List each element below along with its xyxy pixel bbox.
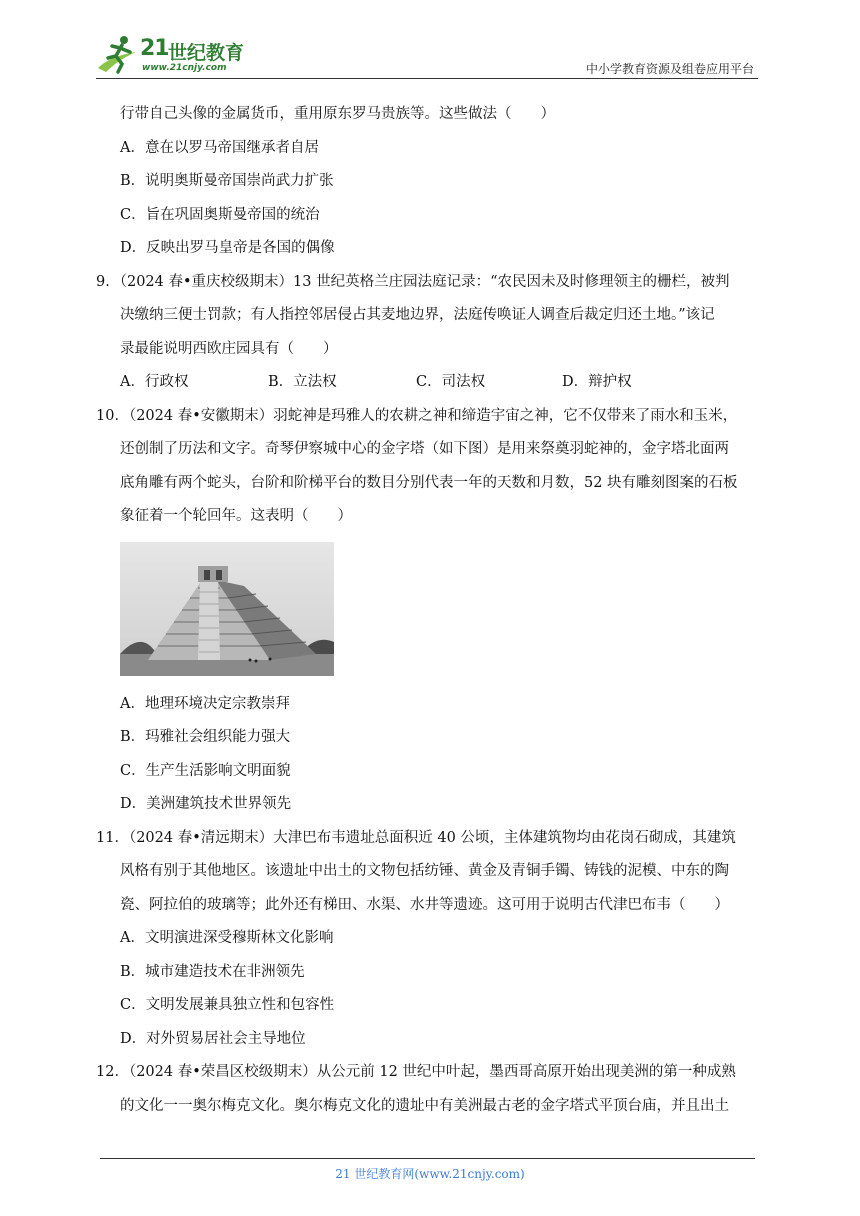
q10-option-d: D．美洲建筑技术世界领先: [120, 796, 292, 812]
q9-option-d: D．辩护权: [562, 374, 632, 390]
q10-stem-line1: 10．（2024 春•安徽期末）羽蛇神是玛雅人的农耕之神和缔造宇宙之神，它不仅带来了雨水和玉米，: [96, 407, 738, 424]
q10-option-b: B．玛雅社会组织能力强大: [120, 729, 291, 745]
q8-option-a: A．意在以罗马帝国继承者自居: [120, 139, 319, 156]
q9-stem-line2: 决缴纳三便士罚款；有人指控邻居侵占其麦地边界，法庭传唤证人调查后裁定归还土地。”该记: [120, 307, 715, 323]
logo-title: 世纪教育: [168, 42, 245, 64]
platform-name: 中小学教育资源及组卷应用平台: [585, 62, 754, 76]
footer-divider: [100, 1158, 755, 1159]
q11-stem-line2: 风格有别于其他地区。该遗址中出土的文物包括纺锤、黄金及青铜手镯、铸钱的泥模、中东的陶: [120, 863, 729, 879]
site-logo: [96, 30, 266, 78]
q9-option-a: A．行政权: [120, 374, 189, 390]
q8-option-d: D．反映出罗马皇帝是各国的偶像: [120, 240, 335, 256]
q9-option-c: C．司法权: [416, 374, 486, 390]
q12-stem-line1: 12．（2024 春•荣昌区校级期末）从公元前 12 世纪中叶起，墨西哥高原开始出现美洲的第一种成熟: [96, 1064, 736, 1080]
q11-option-c: C．文明发展兼具独立性和包容性: [120, 997, 335, 1013]
q11-option-a: A．文明演进深受穆斯林文化影响: [120, 930, 334, 946]
q12-stem-line2: 的文化一一奥尔梅克文化。奥尔梅克文化的遗址中有美洲最古老的金字塔式平顶台庙，并且出土: [120, 1097, 729, 1114]
header-divider: [96, 78, 758, 79]
q10-option-a: A．地理环境决定宗教崇拜: [120, 695, 290, 712]
q11-option-d: D．对外贸易居社会主导地位: [120, 1030, 306, 1047]
q8-continuation: 行带自己头像的金属货币，重用原东罗马贵族等。这些做法（ ）: [120, 106, 555, 122]
page-header: [96, 28, 756, 80]
q10-stem-line4: 象征着一个轮回年。这表明（ ）: [120, 508, 352, 524]
footer-link[interactable]: 21 世纪教育网(www.21cnjy.com): [335, 1167, 525, 1181]
q9-stem-line1: 9．（2024 春•重庆校级期末）13 世纪英格兰庄园法庭记录：“农民因未及时修理领主的栅栏，被判: [96, 273, 730, 290]
q11-option-b: B．城市建造技术在非洲领先: [120, 963, 305, 980]
runner-icon: [96, 34, 140, 74]
q8-option-b: B．说明奥斯曼帝国崇尚武力扩张: [120, 173, 334, 189]
q8-option-c: C．旨在巩固奥斯曼帝国的统治: [120, 206, 320, 223]
pyramid-photo: [120, 542, 334, 676]
document-body: [96, 98, 762, 1123]
q9-option-b: B．立法权: [268, 374, 337, 390]
pyramid-figure: [96, 534, 762, 682]
q10-stem-line2: 还创制了历法和文字。奇琴伊察城中心的金字塔（如下图）是用来祭奠羽蛇神的，金字塔北面两: [120, 441, 729, 457]
logo-number: 21: [140, 36, 169, 61]
q9-stem-line3: 录最能说明西欧庄园具有（ ）: [120, 340, 338, 357]
q11-stem-line1: 11．（2024 春•清远期末）大津巴布韦遗址总面积近 40 公顷，主体建筑物均由花岗石砌成，其建筑: [96, 829, 736, 846]
q9-options: [96, 366, 762, 400]
q10-stem-line3: 底角雕有两个蛇头，台阶和阶梯平台的数目分别代表一年的天数和月数，52 块有雕刻图案的石板: [120, 474, 738, 491]
q10-option-c: C．生产生活影响文明面貌: [120, 762, 291, 779]
logo-url: www.21cnjy.com: [142, 63, 227, 73]
q11-stem-line3: 瓷、阿拉伯的玻璃等；此外还有梯田、水渠、水井等遗迹。这可用于说明古代津巴布韦（ ）: [120, 896, 729, 913]
